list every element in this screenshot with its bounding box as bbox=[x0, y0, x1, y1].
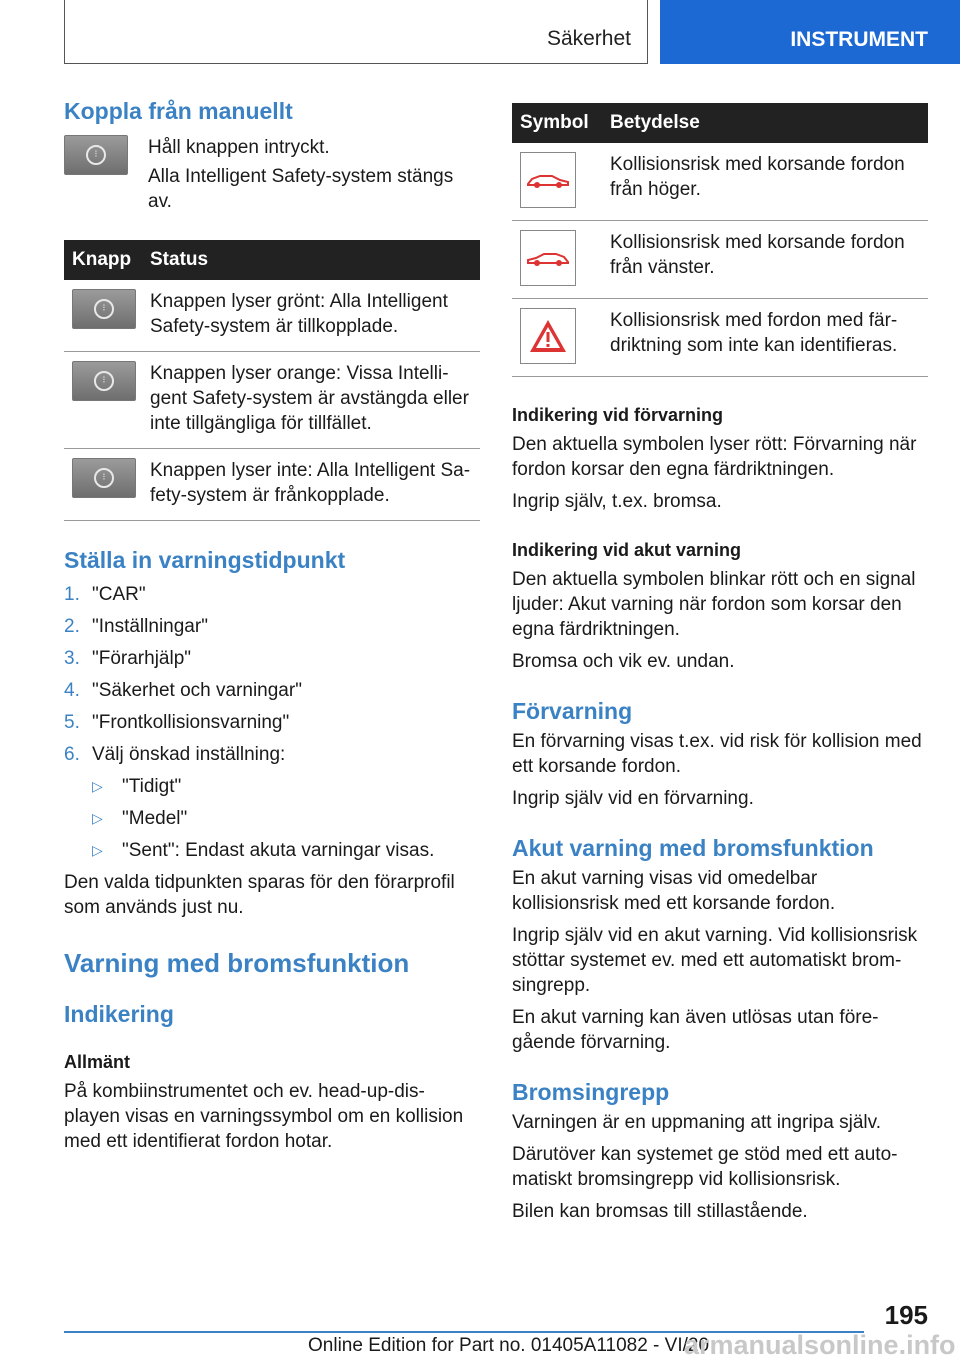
brake-text-1: Varningen är en uppmaning att ingripa själv. bbox=[512, 1112, 881, 1133]
indication-heading: Indikering bbox=[64, 1001, 174, 1027]
brake-warning-heading: Varning med bromsfunktion bbox=[64, 948, 410, 978]
warning-triangle-icon bbox=[520, 308, 576, 364]
prewarning-action: Ingrip själv vid en förvarning. bbox=[512, 788, 754, 809]
safety-button-orange-icon: ⁝ bbox=[72, 361, 136, 401]
status-text: Knappen lyser orange: Vissa Intelli-gent Safety-system är avstängda eller inte tillgängliga för tillfället. bbox=[142, 352, 480, 449]
car-left-icon bbox=[520, 230, 576, 286]
manual-off-heading: Koppla från manuellt bbox=[64, 98, 293, 124]
triangle-bullet-icon: ▷ bbox=[92, 778, 103, 794]
saved-note: Den valda tidpunkten sparas för den förarprofil som används just nu. bbox=[64, 872, 455, 918]
table-row bbox=[64, 352, 480, 449]
list-item: 3. "Förarhjälp" bbox=[64, 648, 192, 669]
acute-brake-heading: Akut varning med bromsfunktion bbox=[512, 835, 874, 861]
prewarning-heading: Förvarning bbox=[512, 698, 633, 724]
safety-button-icon: ⁝ bbox=[64, 135, 128, 175]
watermark: armanualsonline.info bbox=[684, 1330, 956, 1360]
settings-steps bbox=[64, 582, 480, 767]
general-heading: Allmänt bbox=[64, 1052, 131, 1072]
symbol-header-meaning: Betydelse bbox=[602, 103, 928, 143]
symbol-meaning: Kollisionsrisk med korsande fordon från höger. bbox=[602, 143, 928, 221]
general-text: På kombiinstrumentet och ev. head-up-dis-playen visas en varningssymbol om en kollision med ett identifierat fordon hotar. bbox=[64, 1081, 464, 1152]
safety-button-off-icon: ⁝ bbox=[72, 458, 136, 498]
symbol-header-symbol: Symbol bbox=[512, 103, 602, 143]
list-item: 5. "Frontkollisionsvarning" bbox=[64, 712, 290, 733]
table-row bbox=[64, 449, 480, 521]
page-number: 195 bbox=[884, 1300, 928, 1330]
pre-indication-action: Ingrip själv, t.ex. bromsa. bbox=[512, 491, 722, 512]
pre-indication-text: Den aktuella symbolen lyser rött: Förvarning när fordon korsar den egna färdriktningen. bbox=[512, 434, 917, 480]
list-item: ▷ "Tidigt" bbox=[92, 776, 182, 797]
table-row bbox=[64, 280, 480, 352]
list-item: 4. "Säkerhet och varningar" bbox=[64, 680, 302, 701]
timing-options bbox=[64, 774, 480, 863]
safety-button-green-icon: ⁝ bbox=[72, 289, 136, 329]
triangle-bullet-icon: ▷ bbox=[92, 842, 103, 858]
acute-indication-text: Den aktuella symbolen blinkar rött och en signal ljuder: Akut varning när fordon som korsar den egna färdriktningen. bbox=[512, 569, 916, 640]
list-item: 2. "Inställningar" bbox=[64, 616, 208, 637]
list-item: ▷ "Sent": Endast akuta varningar visas. bbox=[92, 840, 435, 861]
status-text: Knappen lyser inte: Alla Intelligent Sa-fety-system är frånkopplade. bbox=[142, 449, 480, 521]
chapter-title: INSTRUMENT bbox=[790, 28, 928, 51]
triangle-bullet-icon: ▷ bbox=[92, 810, 103, 826]
left-column bbox=[64, 98, 480, 1154]
brake-text-2: Därutöver kan systemet ge stöd med ett auto-matiskt bromsingrepp vid kollisionsrisk. bbox=[512, 1144, 898, 1190]
list-item: 6. Välj önskad inställning: bbox=[64, 744, 286, 765]
header-chapter-tab bbox=[660, 0, 960, 64]
pre-indication-heading: Indikering vid förvarning bbox=[512, 405, 724, 425]
manual-line-2: Alla Intelligent Safety-system stängs av. bbox=[148, 166, 454, 212]
list-item: 1. "CAR" bbox=[64, 584, 146, 605]
status-table bbox=[64, 240, 480, 521]
brake-intervention-heading: Bromsingrepp bbox=[512, 1079, 670, 1105]
header-section-tab bbox=[64, 0, 648, 64]
status-text: Knappen lyser grönt: Alla Intelligent Safety-system är tillkopplade. bbox=[142, 280, 480, 352]
symbol-table bbox=[512, 103, 928, 377]
acute-indication-heading: Indikering vid akut varning bbox=[512, 540, 742, 560]
list-item: ▷ "Medel" bbox=[92, 808, 188, 829]
car-right-icon bbox=[520, 152, 576, 208]
acute-brake-action: Ingrip själv vid en akut varning. Vid kollisionsrisk stöttar systemet ev. med ett automatiskt brom-singrepp. bbox=[512, 925, 918, 996]
status-header-status: Status bbox=[142, 240, 480, 280]
acute-brake-note: En akut varning kan även utlösas utan före-gående förvarning. bbox=[512, 1007, 879, 1053]
acute-indication-action: Bromsa och vik ev. undan. bbox=[512, 651, 735, 672]
prewarning-text: En förvarning visas t.ex. vid risk för kollision med ett korsande fordon. bbox=[512, 731, 922, 777]
warning-time-heading: Ställa in varningstidpunkt bbox=[64, 547, 346, 573]
right-column bbox=[512, 103, 928, 1224]
table-row bbox=[512, 299, 928, 377]
acute-brake-text: En akut varning visas vid omedelbar kollisionsrisk med ett korsande fordon. bbox=[512, 868, 836, 914]
brake-text-3: Bilen kan bromsas till stillastående. bbox=[512, 1201, 808, 1222]
section-title: Säkerhet bbox=[546, 27, 631, 50]
symbol-meaning: Kollisionsrisk med korsande fordon från vänster. bbox=[602, 221, 928, 299]
edition-text: Online Edition for Part no. 01405A11082 - VI/20 bbox=[308, 1335, 710, 1356]
manual-off-row bbox=[64, 135, 480, 214]
table-row bbox=[512, 143, 928, 221]
table-row bbox=[512, 221, 928, 299]
status-header-button: Knapp bbox=[64, 240, 142, 280]
symbol-meaning: Kollisionsrisk med fordon med fär-driktning som inte kan identifieras. bbox=[602, 299, 928, 377]
manual-line-1: Håll knappen intryckt. bbox=[148, 137, 330, 158]
